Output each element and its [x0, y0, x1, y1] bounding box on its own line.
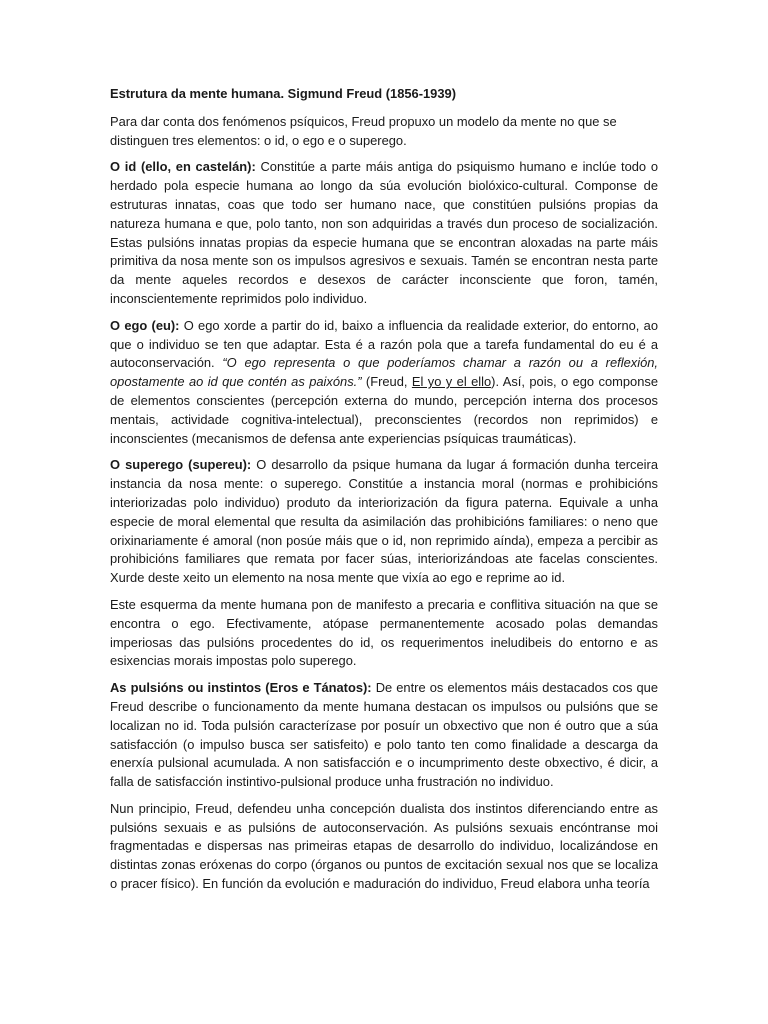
drives-heading: As pulsións ou instintos (Eros e Tánatos): [110, 680, 372, 696]
id-heading: O id (ello, en castelán): [110, 159, 256, 175]
final-paragraph: Nun principio, Freud, defendeu unha concepción dualista dos instintos diferenciando entre as pulsións sexuais e as pulsións de autoconservación. As pulsións sexuais encóntranse moi fragmentadas e dispersas nas primeiras etapas de desarrollo do individuo, localizándose en distintas zonas eróxenas do corpo (órganos ou puntos de excitación sexual nos que se localiza o pracer físico). En función da evolución e maduración do individuo, Freud elabora unha teoría [110, 800, 658, 892]
ego-citation-open: (Freud, [361, 374, 412, 390]
ego-text-after: ). Así, pois, o ego componse de elementos conscientes (percepción externa do mundo, percepción interna dos procesos mentais, actividade cognitiva-intelectual), preconscientes (recordos non reprimidos) e inconscientes (mecanismos de defensa ante experiencias psíquicas traumáticas). [110, 374, 658, 446]
ego-quote: “O ego representa o que poderíamos chamar a razón ou a reflexión, opostamente ao id que contén as paixóns.” [110, 355, 658, 390]
document-title: Estrutura da mente humana. Sigmund Freud (1856-1939) [110, 86, 456, 101]
drives-paragraph [110, 679, 658, 792]
ego-text-before: O ego xorde a partir do id, baixo a influencia da realidade exterior, do entorno, ao que o individuo se ten que adaptar. Esta é a razón pola que a tarefa fundamental do eu é a autoconservación. [110, 317, 659, 371]
superego-heading: O superego (supereu): [110, 457, 252, 473]
superego-paragraph [110, 456, 658, 588]
intro-paragraph: Para dar conta dos fenómenos psíquicos, Freud propuxo un modelo da mente no que se distinguen tres elementos: o id, o ego e o superego. [110, 113, 617, 148]
superego-text: O desarrollo da psique humana da lugar á formación dunha terceira instancia da nosa mente: o superego. Constitúe a instancia moral (normas e prohibicións interiorizadas polo individuo) produto da interiorización da figura paterna. Equivale a unha especie de moral elemental que resulta da asimilación das prohibicións familiares: o neno que orixinariamente é amoral (non posúe máis que o id, non reprimido aínda), empeza a percibir as prohibicións familiares que remata por facer súas, interiorizándoas ate facelas conscientes. Xurde deste xeito un elemento na nosa mente que vixía ao ego e reprime ao id. [110, 457, 658, 586]
ego-book-title: El yo y el ello [411, 374, 492, 390]
scheme-paragraph: Este esquerma da mente humana pon de manifesto a precaria e conflitiva situación na que se encontra o ego. Efectivamente, atópase permanentemente acosado polas demandas imperiosas das pulsións procedentes do id, os requerimentos ineludibeis do entorno e as esixencias morais impostas polo superego. [110, 596, 658, 669]
ego-heading: O ego (eu): [110, 317, 180, 333]
id-paragraph [110, 158, 658, 308]
drives-text: De entre os elementos máis destacados cos que Freud describe o funcionamento da mente humana destacan os impulsos ou pulsións que se localizan no id. Toda pulsión caracterízase por posuír un obxectivo que non é outro que a súa satisfacción (o impulso busca ser satisfeito) e polo tanto ten como finalidade a descarga da enerxía pulsional acumulada. A non satisfacción e o incumprimento deste obxectivo, é dicir, a falla de satisfacción instintivo-pulsional produce unha frustración no individuo. [110, 680, 658, 790]
id-text: Constitúe a parte máis antiga do psiquismo humano e inclúe todo o herdado pola especie humana ao longo da súa evolución biolóxico-cultural. Componse de estruturas innatas, coas que todo ser humano nace, que constitúen pulsións propias da natureza humana e que, polo tanto, non son adquiridas a través dun proceso de socialización. Estas pulsións innatas propias da especie humana que se encontran aloxadas na parte máis primitiva da nosa mente son os impulsos agresivos e sexuais. Tamén se encontran nesta parte da mente aqueles recordos e desexos de carácter inconsciente que foron, tamén, inconscientemente reprimidos polo individuo. [110, 159, 658, 306]
ego-paragraph [110, 317, 658, 449]
